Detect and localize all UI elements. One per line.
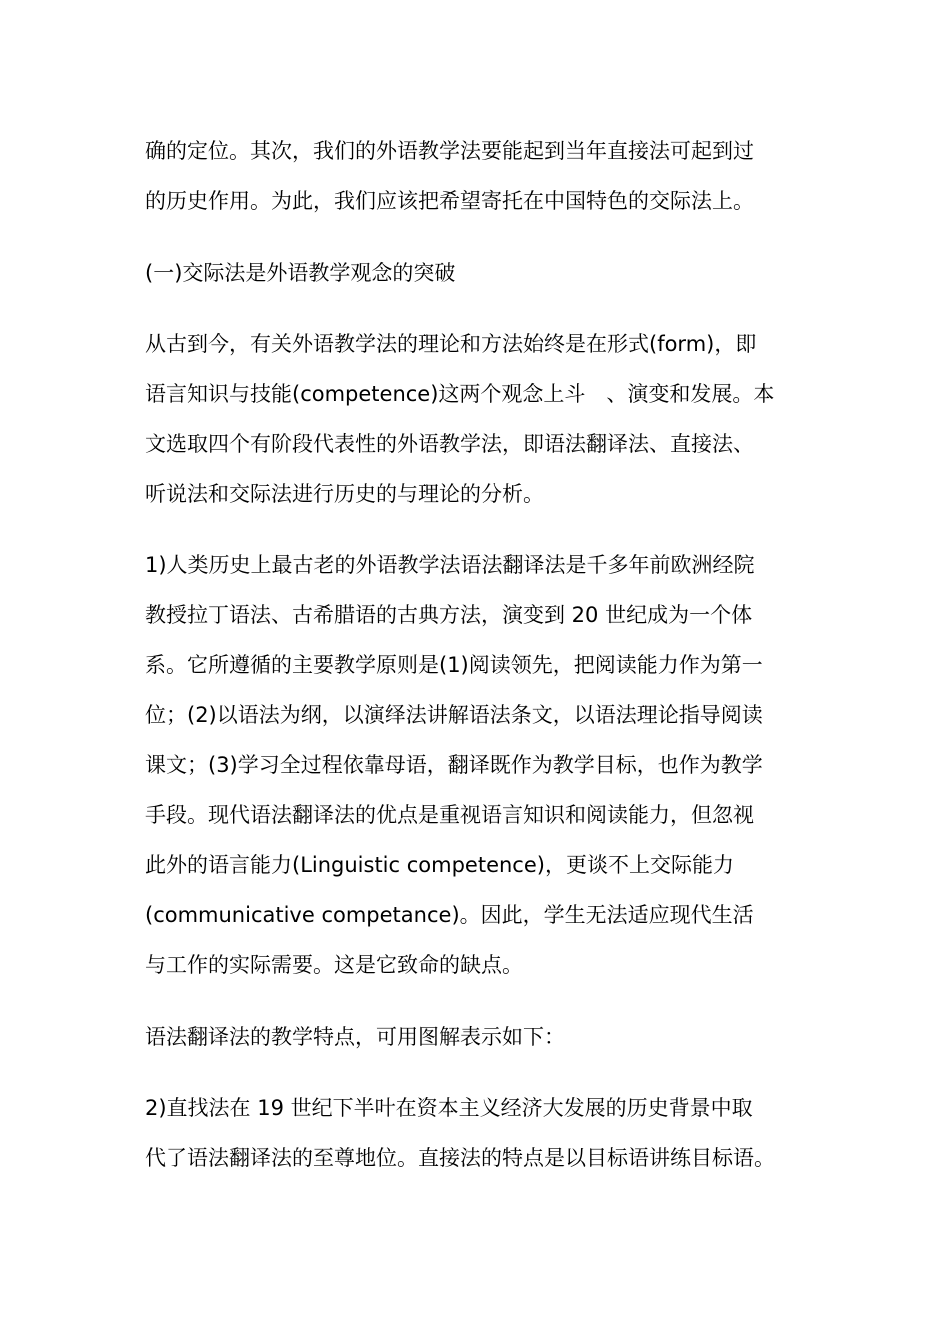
text-line: (communicative competance)。因此，学生无法适应现代生活	[145, 903, 754, 927]
text-line: 手段。现代语法翻译法的优点是重视语言知识和阅读能力，但忽视	[145, 803, 754, 827]
text-line: 代了语法翻译法的至尊地位。直接法的特点是以目标语讲练目标语。	[145, 1146, 775, 1170]
text-line: 1)人类历史上最古老的外语教学法语法翻译法是千多年前欧洲经院	[145, 553, 755, 577]
text-line: 2)直找法在 19 世纪下半叶在资本主义经济大发展的历史背景中取	[145, 1096, 753, 1120]
text-line: 位；(2)以语法为纲，以演绎法讲解语法条文，以语法理论指导阅读	[145, 703, 763, 727]
text-line: 确的定位。其次，我们的外语教学法要能起到当年直接法可起到过	[145, 139, 754, 163]
text-line: 听说法和交际法进行历史的与理论的分析。	[145, 482, 544, 506]
text-line: 语法翻译法的教学特点，可用图解表示如下：	[145, 1025, 565, 1049]
text-line: 从古到今，有关外语教学法的理论和方法始终是在形式(form)，即	[145, 332, 757, 356]
section-heading: (一)交际法是外语教学观念的突破	[145, 261, 456, 285]
text-line: 课文；(3)学习全过程依靠母语，翻译既作为教学目标，也作为教学	[145, 753, 763, 777]
text-line: 此外的语言能力(Linguistic competence)，更谈不上交际能力	[145, 853, 734, 877]
text-line: 的历史作用。为此，我们应该把希望寄托在中国特色的交际法上。	[145, 189, 754, 213]
text-line: 文选取四个有阶段代表性的外语教学法，即语法翻译法、直接法、	[145, 432, 754, 456]
text-line: 系。它所遵循的主要教学原则是(1)阅读领先，把阅读能力作为第一	[145, 653, 763, 677]
text-line: 语言知识与技能(competence)这两个观念上斗 、演变和发展。本	[145, 382, 775, 406]
text-line: 与工作的实际需要。这是它致命的缺点。	[145, 953, 523, 977]
text-line: 教授拉丁语法、古希腊语的古典方法，演变到 20 世纪成为一个体	[145, 603, 753, 627]
